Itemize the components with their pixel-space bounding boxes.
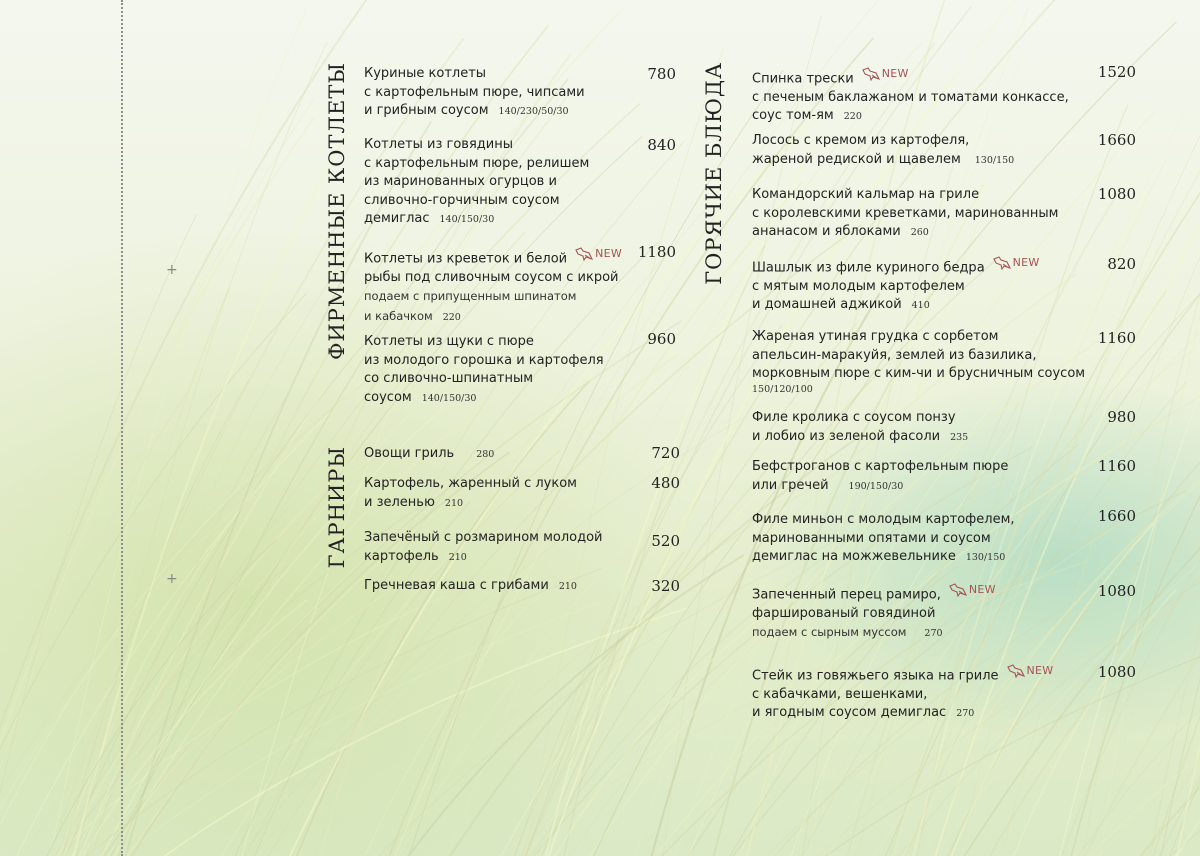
item-weight: 210 [444, 497, 464, 509]
menu-item: Картофель, жаренный с луком и зеленью 210 [364, 476, 577, 510]
item-price: 1180 [637, 243, 676, 261]
perforation-line [121, 0, 123, 856]
item-weight: 140/150/30 [421, 392, 477, 404]
item-weight: 130/150 [965, 552, 1006, 563]
item-weight: 270 [956, 708, 975, 720]
crosshair-mark-bottom: + [166, 571, 178, 587]
item-price: 1080 [1097, 185, 1136, 203]
item-weight: 210 [448, 551, 467, 563]
item-weight: 220 [442, 311, 461, 323]
menu-item: Шашлык из филе куриного бедра NEW с мятым молодым картофелем и домашней аджикой 410 [752, 256, 1040, 313]
menu-item: Филе миньон с молодым картофелем, маринованными опятами и соусом демиглас на можжевельнике 130/150 [752, 512, 1015, 564]
item-price: 480 [651, 474, 680, 492]
item-price: 1660 [1097, 131, 1136, 149]
new-badge: NEW [949, 581, 996, 600]
new-badge: NEW [575, 245, 622, 264]
item-price: 720 [651, 444, 680, 462]
bird-icon [862, 67, 880, 81]
item-price: 1160 [1097, 457, 1136, 475]
item-price: 320 [651, 577, 680, 595]
item-weight: 190/150/30 [848, 480, 904, 492]
bird-icon [1007, 664, 1025, 678]
section-title-sides: ГАРНИРЫ [325, 446, 349, 569]
menu-item: Куриные котлеты с картофельным пюре, чипсами и грибным соусом 140/230/50/30 [364, 66, 585, 118]
item-price: 1660 [1097, 507, 1136, 525]
item-weight: 210 [558, 581, 577, 592]
bird-icon [993, 256, 1011, 270]
item-weight: 270 [924, 628, 943, 640]
menu-item: Котлеты из говядины с картофельным пюре, релишем из маринованных огурцов и сливочно-горчичным соусом демиглас 140/150/30 [364, 137, 590, 226]
menu-item: Жареная утиная грудка с сорбетом апельсин-маракуйя, землей из базилика, морковным пюре с ким-чи и брусничным соусом 150/120/100 [752, 329, 1086, 395]
crosshair-mark-top: + [166, 262, 178, 278]
item-price: 1520 [1097, 63, 1136, 81]
item-weight: 140/150/30 [439, 214, 495, 225]
item-weight: 260 [910, 227, 929, 238]
item-price: 1160 [1097, 329, 1136, 347]
menu-item: Котлеты из щуки с пюре из молодого горошка и картофеля со сливочно-шпинатным соусом 140/150/30 [364, 334, 604, 405]
menu-item: Гречневая каша с грибами 210 [364, 578, 577, 593]
menu-item: Филе кролика с соусом понзу и лобио из зеленой фасоли 235 [752, 410, 969, 444]
section-title-signature-cutlets: ФИРМЕННЫЕ КОТЛЕТЫ [325, 62, 349, 360]
item-weight: 410 [911, 300, 930, 312]
menu-item: Лосось с кремом из картофеля, жареной редиской и щавелем 130/150 [752, 133, 1015, 167]
bird-icon [575, 247, 593, 261]
item-price: 960 [647, 330, 676, 348]
item-price: 820 [1107, 255, 1136, 273]
item-weight: 280 [476, 449, 495, 460]
menu-item: Спинка трески NEW с печеным баклажаном и томатами конкассе, соус том-ям 220 [752, 67, 1069, 124]
item-price: 980 [1107, 408, 1136, 426]
item-weight: 140/230/50/30 [498, 106, 569, 117]
menu-item: Запечёный с розмарином молодой картофель 210 [364, 530, 603, 564]
item-weight: 150/120/100 [752, 383, 813, 395]
new-badge: NEW [993, 254, 1040, 273]
new-badge: NEW [862, 65, 909, 84]
item-weight: 130/150 [974, 154, 1015, 166]
menu-item: Котлеты из креветок и белой NEW рыбы под сливочным соусом с икрой подаем с припущенным шпинатом и кабачком 220 [364, 247, 623, 323]
menu-item: Командорский кальмар на гриле с королевскими креветками, маринованным ананасом и яблоками 260 [752, 187, 1059, 239]
item-weight: 235 [950, 431, 969, 443]
item-price: 1080 [1097, 582, 1136, 600]
item-price: 1080 [1097, 663, 1136, 681]
bird-icon [949, 583, 967, 597]
menu-item: Запеченный перец рамиро, NEW фаршированый говядиной подаем с сырным муссом 270 [752, 583, 996, 640]
menu-item: Бефстроганов с картофельным пюре или гречей 190/150/30 [752, 459, 1009, 493]
menu-item: Стейк из говяжьего языка на гриле NEW с кабачками, вешенками, и ягодным соусом демиглас 270 [752, 664, 1054, 721]
item-price: 520 [651, 532, 680, 550]
new-badge: NEW [1007, 662, 1054, 681]
item-price: 840 [647, 136, 676, 154]
menu-item: Овощи гриль 280 [364, 446, 495, 461]
section-title-hot-dishes: ГОРЯЧИЕ БЛЮДА [702, 62, 726, 285]
item-price: 780 [647, 65, 676, 83]
item-weight: 220 [843, 111, 862, 123]
